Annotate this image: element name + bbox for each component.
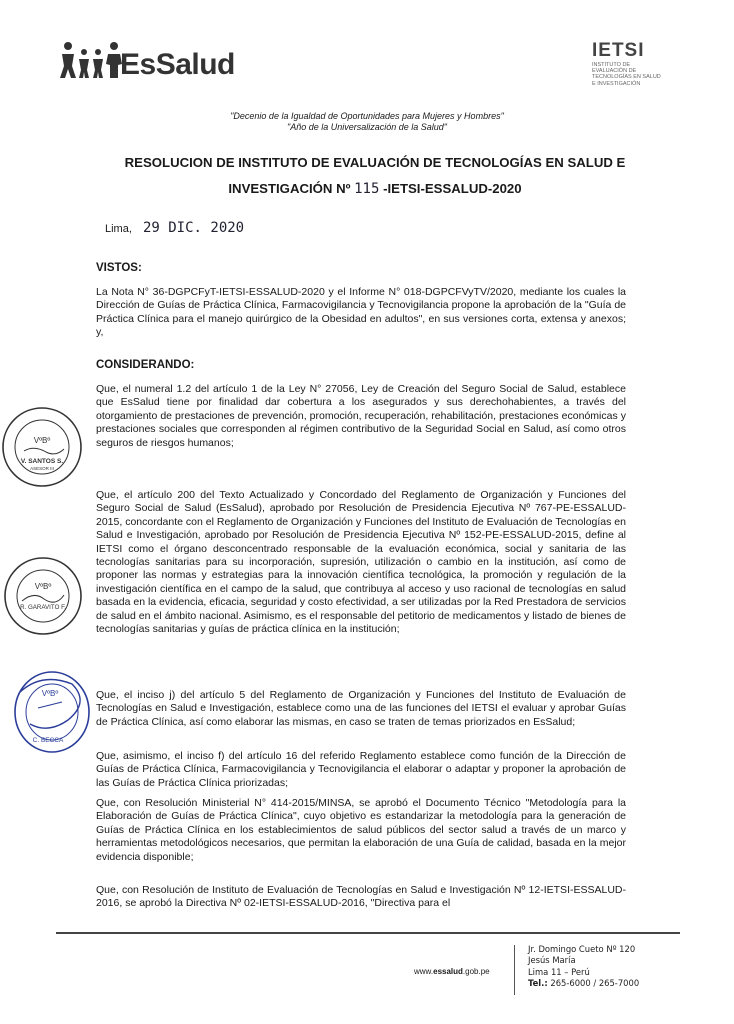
seal-3-name: C. BECCA xyxy=(32,737,64,744)
footer-web-domain: essalud xyxy=(433,967,463,976)
seal-1-sub: ASESOR III xyxy=(30,466,54,471)
considerando-paragraph-4: Que, asimismo, el inciso f) del artículo 16 del referido Reglamento establece como función de la Dirección de Guías de Práctica Clínica, Farmacovigilancia y Tecnovigilancia el elaborar o adaptar y proponer la aprobación de las Guías de Práctica Clínica priorizadas; xyxy=(96,750,626,789)
footer-website[interactable] xyxy=(414,967,490,976)
footer-address xyxy=(528,944,639,990)
title-prefix: INVESTIGACIÓN Nº xyxy=(228,181,351,196)
title-line-1: RESOLUCION DE INSTITUTO DE EVALUACIÓN DE TECNOLOGÍAS EN SALUD E xyxy=(124,155,626,170)
footer-tel-label: Tel.: xyxy=(528,978,548,989)
date-line xyxy=(105,220,244,236)
considerando-heading: CONSIDERANDO: xyxy=(96,359,195,371)
considerando-paragraph-5: Que, con Resolución Ministerial N° 414-2015/MINSA, se aprobó el Documento Técnico "Metodología para la Elaboración de Guías de Práctica Clínica", cuyo objetivo es estandarizar la metodología para la generación de Guías de Práctica Clínica en los establecimientos de salud públicos del sector salud a través de un marco y herramientas metodológicos necesarios, que permitan la elaboración de una Guía de calidad, basada en la mejor evidencia disponible; xyxy=(96,797,626,863)
decree-line-2: "Año de la Universalización de la Salud" xyxy=(287,122,447,132)
decree-line-1: "Decenio de la Igualdad de Oportunidades para Mujeres y Hombres" xyxy=(230,111,504,121)
vistos-paragraph: La Nota N° 36-DGPCFyT-IETSI-ESSALUD-2020 y el Informe N° 018-DGPCFVyTV/2020, mediante los cuales la Dirección de Guías de Práctica Clínica, Farmacovigilancia y Tecnovigilancia propone la aprobación de la "Guía de Práctica Clínica para el manejo quirúrgico de la Obesidad en adultos", en sus versiones corta, extensa y anexos; y, xyxy=(96,286,626,339)
footer-tel-value: 265-6000 / 265-7000 xyxy=(550,978,640,989)
title-suffix: -IETSI-ESSALUD-2020 xyxy=(383,181,522,196)
seal-1-name: V. SANTOS S. xyxy=(20,458,64,465)
seal-stamp-3 xyxy=(12,662,92,762)
seal-stamp-1 xyxy=(0,405,84,489)
seal-stamp-2 xyxy=(2,555,84,637)
essalud-logo-text: EsSalud xyxy=(120,48,235,81)
footer-address-line-3: Lima 11 – Perú xyxy=(528,966,590,977)
date-handwritten: 29 DIC. 2020 xyxy=(142,220,245,236)
footer-web-prefix: www. xyxy=(414,967,434,976)
date-place: Lima, xyxy=(105,223,132,235)
footer-telephone xyxy=(528,978,639,989)
seal-1-vb: VºBº xyxy=(33,436,51,445)
ietsi-logo: IETSI xyxy=(592,40,645,61)
resolution-number: 115 xyxy=(354,181,380,197)
footer-divider xyxy=(56,932,680,934)
footer-address-line-1: Jr. Domingo Cueto Nº 120 xyxy=(528,944,636,954)
considerando-paragraph-1: Que, el numeral 1.2 del artículo 1 de la Ley N° 27056, Ley de Creación del Seguro Social de Salud, establece que EsSalud tiene por finalidad dar cobertura a los asegurados y sus derechohabientes, a través del otorgamiento de prestaciones de prevención, promoción, recuperación, rehabilitación, prestaciones económicas y prestaciones sociales que corresponden al régimen contributivo de la Seguridad Social en Salud, así como otros seguros de riesgos humanos; xyxy=(96,383,626,449)
decree-motto xyxy=(0,111,734,133)
footer-address-line-2: Jesús María xyxy=(528,955,576,966)
footer-web-suffix: .gob.pe xyxy=(462,967,490,976)
ietsi-logo-subtitle: INSTITUTO DE EVALUACIÓN DE TECNOLOGÍAS EN SALUD E INVESTIGACIÓN xyxy=(592,62,661,87)
footer-separator xyxy=(514,945,515,995)
seal-2-vb: VºBº xyxy=(34,582,52,591)
vistos-heading: VISTOS: xyxy=(96,262,142,274)
title-line-2 xyxy=(90,176,660,202)
seal-2-name: R. GARAVITO F. xyxy=(20,604,66,611)
considerando-paragraph-3: Que, el inciso j) del artículo 5 del Reglamento de Organización y Funciones del Instituto de Evaluación de Tecnologías en Salud e Investigación, establece como una de las funciones del IETSI el evaluar y aprobar Guías de Práctica Clínica, así como elaborar las mismas, en caso se traten de temas priorizados en EsSalud; xyxy=(96,689,626,728)
considerando-paragraph-2: Que, el artículo 200 del Texto Actualizado y Concordado del Reglamento de Organización y Funciones del Seguro Social de Salud (EsSalud), aprobado por Resolución de Presidencia Ejecutiva Nº 767-PE-ESSALUD-2015, concordante con el Reglamento de Organización y Funciones del Instituto de Evaluación de Tecnologías en Salud e Investigación, aprobado por Resolución de Presidencia Ejecutiva Nº 152-PE-ESSALUD-2015, define al IETSI como el órgano desconcentrado responsable de la evaluación económica, social y sanitaria de las tecnologías sanitarias para su incorporación, supresión, utilización o cambio en la institución, así como de proponer las normas y estrategias para la innovación científica tecnológica, la promoción y regulación de la investigación científica en el campo de la salud, que contribuya al acceso y uso racional de tecnologías en salud basada en la evidencia, eficacia, seguridad y costo efectividad, a ser utilizadas por la Red Prestadora de servicios de salud en el ámbito nacional. Asimismo, es el responsable del petitorio de medicamentos y listado de bienes de tecnologías sanitarias y guías de práctica clínica en la institución; xyxy=(96,489,626,636)
essalud-logo-figures-icon xyxy=(60,40,122,80)
seal-3-vb: VºBº xyxy=(41,689,59,698)
document-title xyxy=(90,150,660,202)
considerando-paragraph-6: Que, con Resolución de Instituto de Evaluación de Tecnologías en Salud e Investigación Nº 12-IETSI-ESSALUD-2016, se aprobó la Directiva Nº 02-IETSI-ESSALUD-2016, "Directiva para el xyxy=(96,884,626,910)
